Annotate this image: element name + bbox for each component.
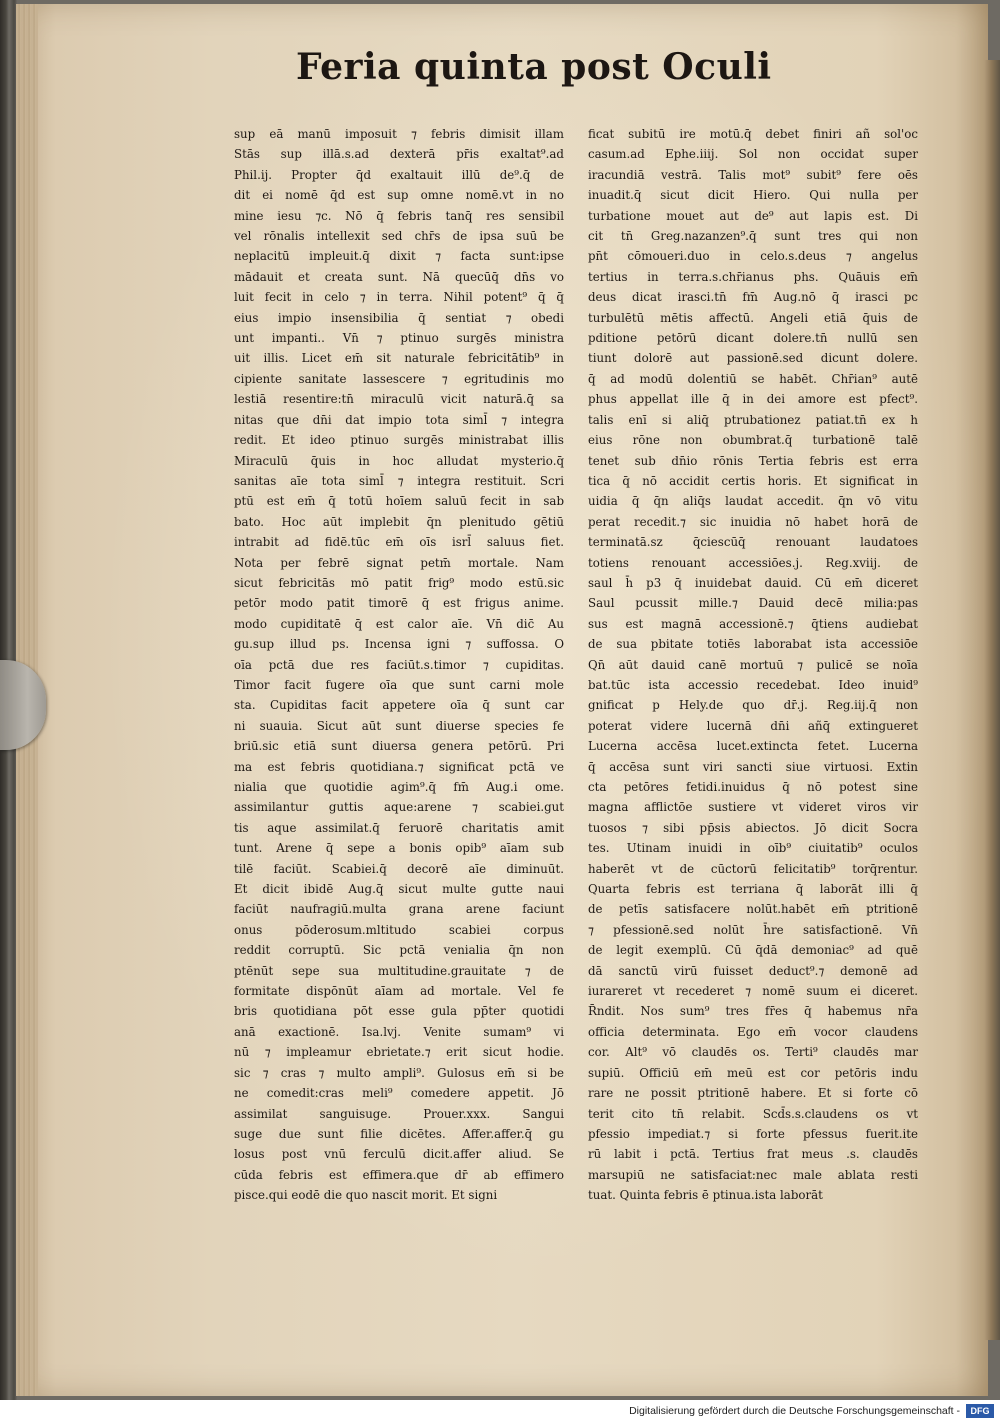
text-line: Stās sup illā.s.ad dexterā pr̄is exaltat⁹.ad [234,147,564,162]
text-line: ficat subitū ire motū.q̄ debet finiri añ sol'oc [588,127,918,141]
text-line: nialia que quotidie agim⁹.q̄ fm̄ Aug.i ome. [234,780,564,794]
text-line: mādauit et creata sunt. Nā quecūq̄ dn̄s vo [234,269,564,284]
text-line: ni suauia. Sicut aūt sunt diuerse species fe [234,718,564,733]
text-line: ptū est em̄ q̄ totū hoīem saluū fecit in sab [234,494,564,509]
text-line: phus appellat ille q̄ in dei amore est pfect⁹. [588,392,918,407]
text-line: talis enī si aliq̄ ptrubationez patiat.tn̄ ex h [588,412,918,427]
text-line: tes. Utinam inuidi in oīb⁹ ciuitatib⁹ oculos [588,841,918,856]
text-line: tis aque assimilat.q̄ feruorē charitatis amit [234,820,564,835]
text-line: iracundiā vestrā. Talis mot⁹ subit⁹ fere oēs [588,167,918,182]
text-line: tuat. Quinta febris ē ptinua.ista laborāt [588,1188,823,1203]
text-line: de petīs satisfacere nolūt.habēt em̄ ptritionē [588,902,918,917]
text-line: rū labit i pctā. Tertius frat meus .s. claudēs [588,1147,918,1162]
page-title: Feria quinta post Oculi [296,46,772,88]
text-line: officia determinata. Ego em̄ vocor claudens [588,1024,918,1039]
text-line: tertius in terra.s.chr̄ianus phs. Quāuis em̄ [588,269,918,284]
text-line: cor. Alt⁹ vō claudēs os. Terti⁹ claudēs mar [588,1045,918,1060]
text-line: anā exactionē. Isa.lvj. Venite sumam⁹ vi [234,1024,564,1039]
text-line: sicut febricitās mō patit frig⁹ modo estū.sic [234,575,564,590]
text-line: losus post vnū ferculū dicit.affer aliud. Se [234,1147,564,1162]
text-line: bat.tūc ista accessio recedebat. Ideo inuid⁹ [588,677,918,692]
text-line: tica q̄ nō accidit certis horis. Et significat in [588,473,918,488]
text-line: ne comedit:cras meli⁹ comedere appetit. Jō [234,1086,564,1101]
text-line: ma est febris quotidiana.⁊ significat pctā ve [234,759,564,774]
text-line: uit illis. Licet em̄ sit naturale febricitātib⁹ in [234,351,564,366]
book-binding-edge [984,60,1000,1340]
text-line: pisce.qui eodē die quo nascit morit. Et signi [234,1188,498,1203]
book-page [16,4,988,1396]
text-line: terit cito tn̄ relabit. Scd̄s.s.claudens os vt [588,1106,918,1121]
text-line: bato. Hoc aūt implebit q̄n plenitudo gētiū [234,514,564,529]
text-line: tilē faciūt. Scabiei.q̄ decorē aīe diminuūt. [234,861,564,876]
text-line: lestiā resentire:tn̄ miraculū vicit naturā.q̄ sa [234,392,564,407]
text-line: rare ne possit ptritionē habere. Et si forte cō [588,1086,918,1101]
text-line: de legit exemplū. Cū q̄dā demoniac⁹ ad quē [588,943,918,958]
text-line: luit fecit in celo ⁊ in terra. Nihil potent⁹ q̄ q̄ [234,290,564,305]
text-line: assimilat sanguisuge. Prouer.xxx. Sangui [234,1106,564,1121]
text-line: turbulētū mētis affectū. Angeli etiā q̄uis de [588,310,918,325]
text-line: Lucerna accēsa lucet.extincta fetet. Lucerna [588,739,918,754]
text-line: sanitas aīe tota siml̄ ⁊ integra restituit. Scri [234,473,564,488]
text-line: sup eā manū imposuit ⁊ febris dimisit illam [234,127,564,141]
text-line: q̄ ad modū dolentiū se habēt. Chr̄ian⁹ autē [588,371,918,386]
text-line: q̄ accēsa sunt viri sancti siue virtuosi. Extin [588,759,918,774]
text-line: uidia q̄ q̄n aliq̄s laudat accedit. q̄n vō vitu [588,494,918,509]
text-line: dā sanctū virū fuisset deduct⁹.⁊ demonē ad [588,963,918,978]
text-line: vel rōnalis intellexit sed chr̄s de ipsa suū be [234,229,564,244]
text-line: nitas que dn̄i dat impio tota siml̄ ⁊ integra [234,412,564,427]
text-line: Saul pcussit mille.⁊ Dauid decē milia:pas [588,596,918,611]
text-line: oīa pctā due res faciūt.s.timor ⁊ cupiditas. [234,657,564,672]
footer-credit: Digitalisierung gefördert durch die Deutsche Forschungsgemeinschaft - [629,1405,960,1417]
left-text-column [234,124,564,1206]
text-line: tiunt dolorē aut passionē.sed dicunt dolere. [588,351,918,366]
text-line: eius rōne non obumbrat.q̄ turbationē talē [588,433,918,448]
text-line: eius impio insensibilia q̄ sentiat ⁊ obedi [234,310,564,325]
text-line: poterat videre lucernā dn̄i añq̄ extingueret [588,718,918,733]
text-line: totiens renouant accessiōes.j. Reg.xviij. de [588,555,918,570]
text-line: sic ⁊ cras ⁊ multo ampli⁹. Gulosus em̄ si be [234,1065,564,1080]
text-line: marsupiū ne satisfaciat:nec male ablata resti [588,1167,918,1182]
text-line: briū.sic etiā sunt diuersa genera petōrū. Pri [234,739,564,754]
text-line: unt impanti.. Vn̄ ⁊ ptinuo surgēs ministra [234,331,564,346]
text-line: tunt. Arene q̄ sepe a bonis opib⁹ aīam sub [234,841,564,856]
text-line: onus pōderosum.mltitudo scabiei corpus [234,922,564,937]
text-line: casum.ad Ephe.iiij. Sol non occidat super [588,147,918,162]
text-line: reddit corruptū. Sic pctā venialia q̄n non [234,943,564,958]
text-line: iurareret vt recederet ⁊ nomē suum ei diceret. [588,984,918,999]
footer-bar [0,1400,1000,1422]
dfg-logo: DFG [966,1404,994,1418]
text-line: cipiente sanitate lassescere ⁊ egritudinis mo [234,371,564,386]
text-line: Timor facit fugere oīa que sunt carni mole [234,677,564,692]
text-line: Quarta febris est terriana q̄ laborāt illi q̄ [588,882,918,897]
text-line: pditione petōrū dicant dolere.tn̄ nullū sen [588,331,918,346]
text-line: deus dicat irasci.tn̄ fm̄ Aug.nō q̄ irasci pc [588,290,918,305]
text-line: redit. Et ideo ptinuo surgēs ministrabat illis [234,433,564,448]
text-line: Qn̄ aūt dauid canē mortuū ⁊ pulicē se noīa [588,657,918,672]
text-line: R̄ndit. Nos sum⁹ tres fr̄es q̄ habemus nr̄a [588,1004,918,1019]
text-line: magna afflictōe sustiere vt videret viros vir [588,800,918,815]
text-line: cta petōres fetidi.inuidus q̄ nō potest sine [588,780,918,794]
text-line: tuosos ⁊ sibi pp̄sis abiectos. Jō dicit Socra [588,820,918,835]
right-text-column [588,124,918,1206]
text-line: Nota per febrē signat petm̄ mortale. Nam [234,555,564,570]
text-line: pn̄t cōmoueri.duo in celo.s.deus ⁊ angelus [588,249,918,264]
text-line: Et dicit ibidē Aug.q̄ sicut multe gutte naui [234,882,564,897]
text-line: tenet sub dn̄io rōnis Tertia febris est erra [588,453,918,468]
text-line: Miraculū q̄uis in hoc alludat mysterio.q̄ [234,453,564,468]
text-line: turbatione mouet aut de⁹ aut lapis est. Di [588,208,918,223]
text-line: dit ei nomē q̄d est sup omne nomē.vt in no [234,188,564,203]
text-line: gu.sup illud ps. Incensa igni ⁊ suffossa. O [234,637,564,652]
text-line: formitate dispōnūt aīam ad mortale. Vel fe [234,984,564,999]
text-line: sus est magnā accessionē.⁊ q̄tiens audiebat [588,616,918,631]
text-line: Phil.ij. Propter q̄d exaltauit illū de⁹.q̄ de [234,167,564,182]
text-line: assimilantur guttis aque:arene ⁊ scabiei.gut [234,800,564,815]
text-line: inuadit.q̄ sicut dicit Hiero. Qui nulla per [588,188,918,203]
text-line: modo cupiditatē q̄ est calor aīe. Vn̄ dic̄ Au [234,616,564,631]
text-line: cit tn̄ Greg.nazanzen⁹.q̄ sunt tres qui non [588,229,918,244]
text-line: mine iesu ⁊c. Nō q̄ febris tanq̄ res sensibil [234,208,564,223]
text-line: suge due sunt filie dicētes. Affer.affer.q̄ gu [234,1126,564,1141]
text-line: de sua pbitate totiēs laborabat ista accessiōe [588,637,918,652]
text-line: sta. Cupiditas facit appetere oīa q̄ sunt car [234,698,564,713]
text-line: saul h̄ p3 q̄ inuidebat dauid. Cū em̄ diceret [588,575,918,590]
text-line: terminatā.sz q̄ciescūq̄ renouant laudatoes [588,535,918,550]
text-line: ptēnūt sepe sua multitudine.grauitate ⁊ de [234,963,564,978]
text-line: nū ⁊ impleamur ebrietate.⁊ erit sicut hodie. [234,1045,564,1060]
text-line: perat recedit.⁊ sic inuidia nō habet horā de [588,514,918,529]
text-line: neplacitū impleuit.q̄ dixit ⁊ facta sunt:ipse [234,249,564,264]
text-line: intrabit ad fidē.tūc em̄ oīs isrl̄ saluus fiet. [234,535,564,550]
text-line: cūda febris est effimera.que dr̄ ab effimero [234,1167,564,1182]
text-line: petōr modo patit timorē q̄ est frigus anime. [234,596,564,611]
text-line: gnificat p Hely.de quo dr̄.j. Reg.iij.q̄ non [588,698,918,713]
text-line: pfessio impediat.⁊ si forte pfessus fuerit.ite [588,1126,918,1141]
text-line: bris quotidiana pōt esse gula pp̄ter quotidi [234,1004,564,1019]
text-line: haberēt vt de cūctorū felicitatib⁹ torq̄rentur. [588,861,918,876]
text-line: ⁊ pfessionē.sed nolūt h̄re satisfactionē. Vn̄ [588,922,918,937]
text-line: faciūt naufragiū.multa grana arene faciunt [234,902,564,917]
text-line: supiū. Officiū em̄ meū est cor petōris indu [588,1065,918,1080]
